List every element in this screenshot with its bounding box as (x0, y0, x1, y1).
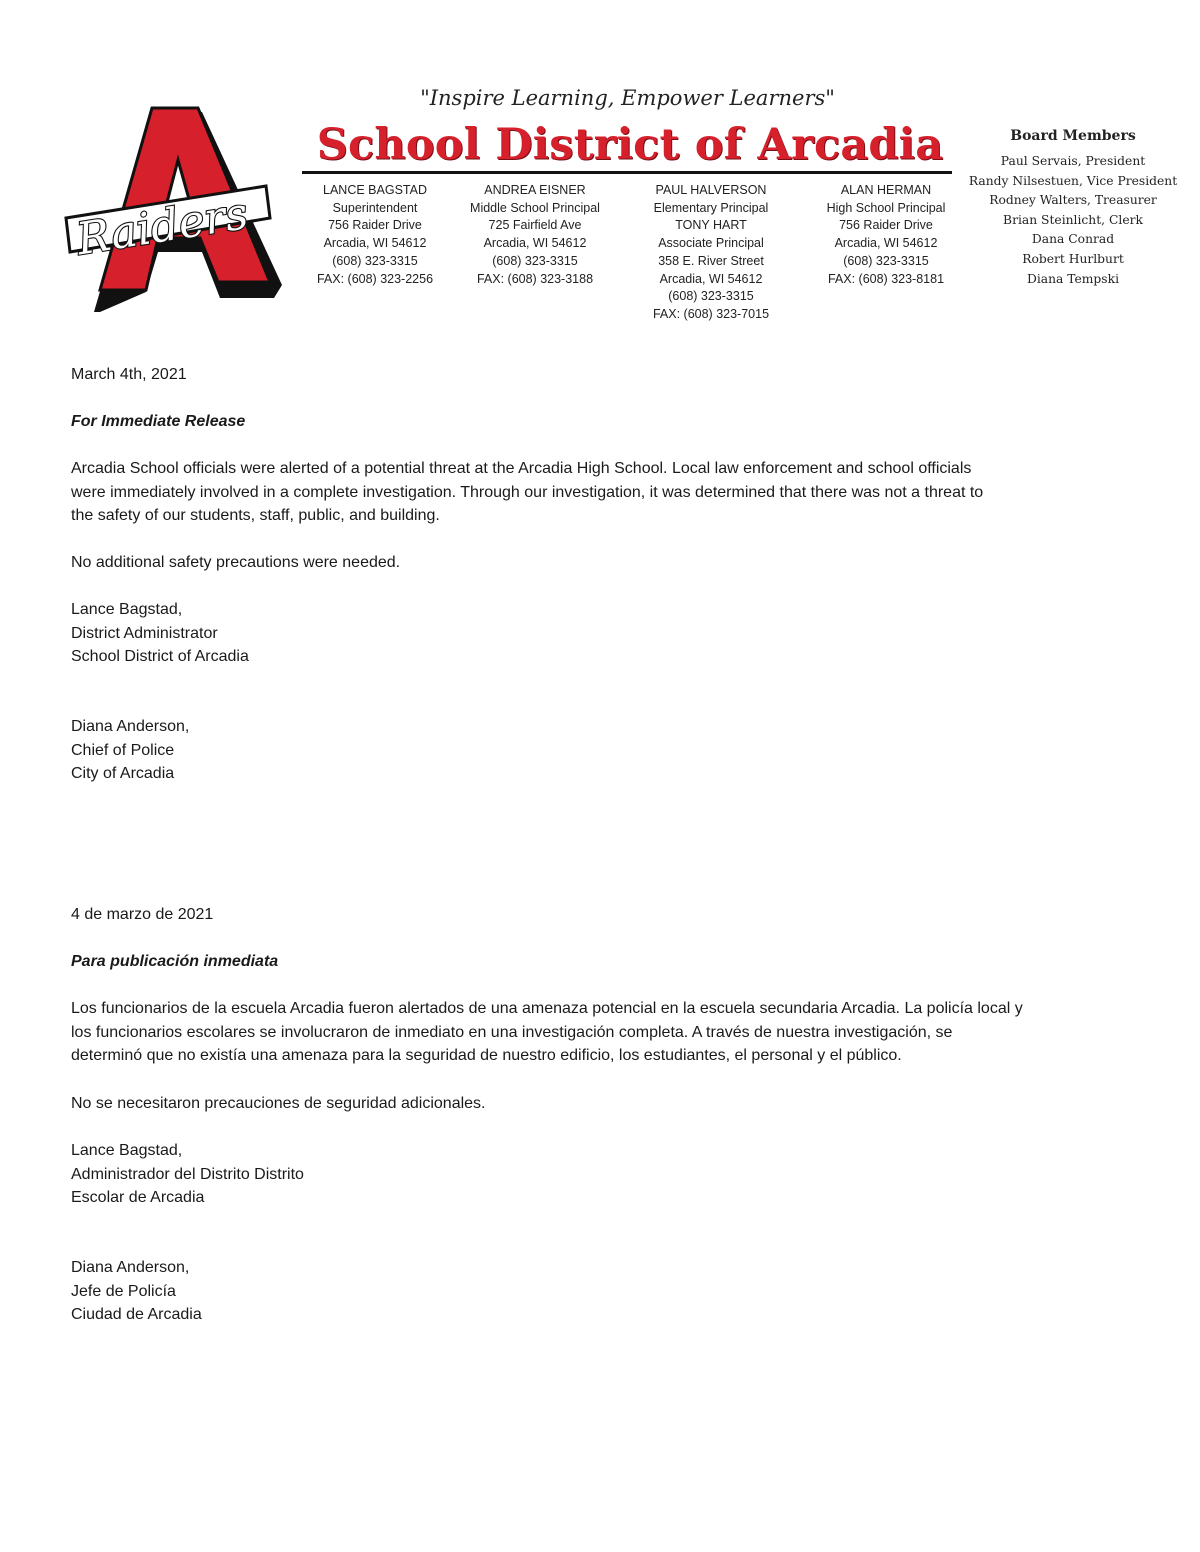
official-line: (608) 323-3315 (332, 253, 418, 268)
official-elementary (626, 182, 796, 324)
official-line: 725 Fairfield Ave (488, 218, 582, 233)
board-members-title: Board Members (1010, 128, 1136, 144)
signature-line: Administrador del Distrito Distrito (71, 1165, 304, 1183)
signature-line: Lance Bagstad, (71, 1142, 183, 1159)
official-line: LANCE BAGSTAD (323, 183, 427, 197)
board-members (962, 128, 1184, 289)
paragraph-line: determinó que no existía una amenaza para la seguridad de nuestro edificio, los estudiantes, el personal y el público. (71, 1047, 902, 1064)
signature-line: City of Arcadia (71, 765, 175, 782)
signature-line: Lance Bagstad, (71, 601, 183, 618)
release-note-es: No se necesitaron precauciones de seguridad adicionales. (71, 1095, 486, 1112)
official-line: Arcadia, WI 54612 (659, 271, 763, 286)
board-member: Dana Conrad (1031, 232, 1115, 247)
official-line: Middle School Principal (470, 200, 600, 215)
official-line: Superintendent (332, 200, 418, 215)
signature-district-administrator (71, 598, 1141, 669)
official-line: PAUL HALVERSON (655, 183, 767, 197)
paragraph-line: Los funcionarios de la escuela Arcadia fueron alertados de una amenaza potencial en la escuela secundaria Arcadia. La policía local y (71, 1000, 1023, 1017)
official-line: High School Principal (826, 200, 946, 215)
official-superintendent (290, 182, 460, 288)
signature-chief-of-police (71, 715, 1141, 786)
official-line: Elementary Principal (653, 200, 769, 215)
signature-chief-of-police-es (71, 1256, 1141, 1327)
official-line: Arcadia, WI 54612 (323, 236, 427, 251)
district-name-rule (302, 171, 952, 174)
official-middle-school (450, 182, 620, 288)
release-heading-es: Para publicación inmediata (71, 953, 279, 970)
paragraph-line: Arcadia School officials were alerted of a potential threat at the Arcadia High School. Local law enforcement and school officials (71, 460, 972, 477)
official-line: FAX: (608) 323-7015 (652, 306, 770, 321)
signature-line: Diana Anderson, (71, 1259, 190, 1276)
signature-line: Jefe de Policía (71, 1282, 176, 1300)
board-member: Rodney Walters, Treasurer (989, 193, 1157, 208)
signature-line: Diana Anderson, (71, 718, 190, 735)
officials-directory (290, 182, 970, 322)
release-date: March 4th, 2021 (71, 366, 187, 383)
raiders-logo (60, 100, 285, 315)
paragraph-line: the safety of our students, staff, public, and building. (71, 507, 440, 524)
release-paragraph (71, 457, 1141, 528)
board-member: Robert Hurlburt (1022, 251, 1124, 266)
official-line: (608) 323-3315 (843, 253, 929, 268)
logo-wordmark: Raiders (73, 188, 252, 266)
release-heading: For Immediate Release (71, 413, 246, 430)
official-line: Arcadia, WI 54612 (483, 236, 587, 251)
official-line: 358 E. River Street (658, 253, 764, 268)
official-line: 756 Raider Drive (328, 218, 422, 233)
district-motto: "Inspire Learning, Empower Learners" (420, 86, 835, 110)
official-line: ALAN HERMAN (840, 183, 932, 197)
signature-line: Chief of Police (71, 741, 175, 759)
board-member: Diana Tempski (1026, 271, 1120, 286)
release-date-es: 4 de marzo de 2021 (71, 906, 214, 923)
official-line: FAX: (608) 323-2256 (316, 271, 434, 286)
official-high-school (801, 182, 971, 288)
paragraph-line: were immediately involved in a complete investigation. Through our investigation, it was determined that there was not a threat to (71, 483, 984, 501)
official-line: Associate Principal (658, 236, 764, 251)
official-line: 756 Raider Drive (839, 218, 933, 233)
board-member: Brian Steinlicht, Clerk (1003, 212, 1143, 227)
board-member: Randy Nilsestuen, Vice President (968, 173, 1178, 188)
signature-line: Ciudad de Arcadia (71, 1306, 202, 1323)
signature-district-administrator-es (71, 1139, 1141, 1210)
district-name: School District of Arcadia (316, 120, 944, 170)
official-line: TONY HART (675, 218, 747, 233)
official-line: FAX: (608) 323-8181 (827, 271, 945, 286)
official-line: (608) 323-3315 (492, 253, 578, 268)
release-note: No additional safety precautions were needed. (71, 554, 401, 571)
paragraph-line: los funcionarios escolares se involucraron de inmediato en una investigación completa. A través de nuestra investigación, se (71, 1023, 953, 1041)
official-line: ANDREA EISNER (484, 183, 586, 197)
official-line: FAX: (608) 323-3188 (476, 271, 594, 286)
board-member: Paul Servais, President (1000, 154, 1146, 168)
official-line: (608) 323-3315 (668, 289, 754, 304)
release-paragraph-es (71, 997, 1141, 1068)
official-line: Arcadia, WI 54612 (834, 236, 938, 251)
signature-line: Escolar de Arcadia (71, 1189, 205, 1206)
signature-line: District Administrator (71, 624, 218, 642)
signature-line: School District of Arcadia (71, 648, 249, 665)
